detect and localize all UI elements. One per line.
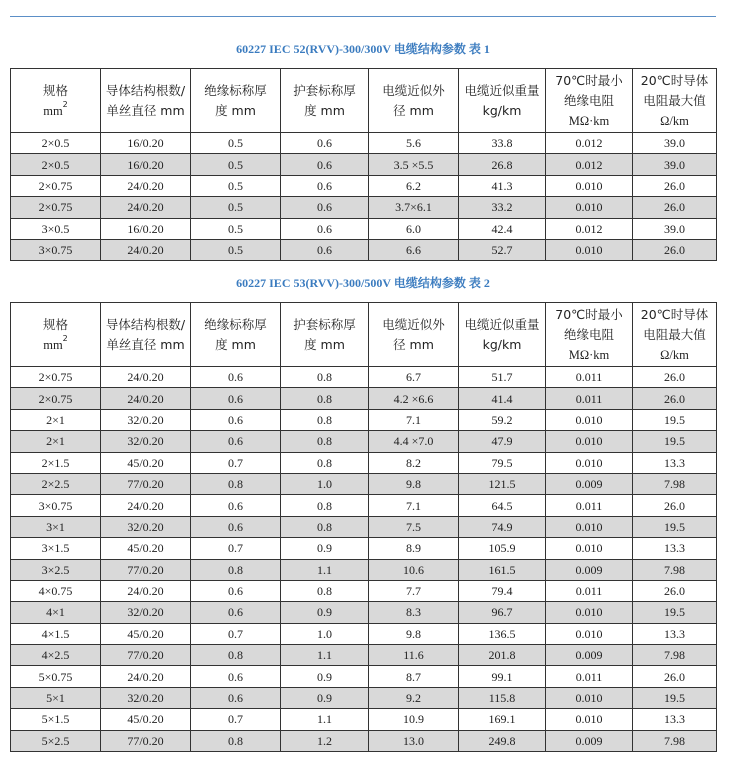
cell-conductor: 16/0.20 <box>101 133 191 154</box>
cell-insulation-resistance: 0.011 <box>546 580 633 601</box>
header-conductor-resistance: 20℃时导体 电阻最大值 Ω/km <box>633 69 717 133</box>
cell-insulation: 0.6 <box>191 602 281 623</box>
cell-conductor: 77/0.20 <box>101 559 191 580</box>
cell-conductor-resistance: 7.98 <box>633 473 717 494</box>
cell-weight: 59.2 <box>459 409 546 430</box>
table2-header-row <box>11 303 717 367</box>
cell-outer-diameter: 10.6 <box>369 559 459 580</box>
cell-insulation-resistance: 0.010 <box>546 687 633 708</box>
cell-weight: 161.5 <box>459 559 546 580</box>
cell-weight: 169.1 <box>459 709 546 730</box>
cell-insulation-resistance: 0.010 <box>546 197 633 218</box>
header-insulation: 绝缘标称厚度 mm <box>191 303 281 367</box>
cell-weight: 52.7 <box>459 239 546 260</box>
cell-weight: 201.8 <box>459 645 546 666</box>
cell-insulation: 0.5 <box>191 197 281 218</box>
cell-weight: 96.7 <box>459 602 546 623</box>
cell-outer-diameter: 10.9 <box>369 709 459 730</box>
cell-insulation-resistance: 0.012 <box>546 133 633 154</box>
cell-spec: 5×2.5 <box>11 730 101 751</box>
cell-outer-diameter: 9.8 <box>369 623 459 644</box>
cell-conductor-resistance: 19.5 <box>633 516 717 537</box>
cell-conductor-resistance: 7.98 <box>633 730 717 751</box>
cell-outer-diameter: 4.4 ×7.0 <box>369 431 459 452</box>
cell-conductor: 32/0.20 <box>101 687 191 708</box>
cell-outer-diameter: 8.7 <box>369 666 459 687</box>
cell-conductor: 45/0.20 <box>101 538 191 559</box>
cell-conductor-resistance: 19.5 <box>633 602 717 623</box>
cell-spec: 5×0.75 <box>11 666 101 687</box>
cell-spec: 2×0.75 <box>11 367 101 388</box>
cell-conductor: 24/0.20 <box>101 175 191 196</box>
cell-outer-diameter: 7.1 <box>369 409 459 430</box>
top-divider <box>10 16 716 17</box>
cell-insulation: 0.6 <box>191 580 281 601</box>
cell-sheath: 0.6 <box>281 197 369 218</box>
cell-insulation-resistance: 0.012 <box>546 218 633 239</box>
cell-insulation-resistance: 0.010 <box>546 239 633 260</box>
cell-sheath: 0.6 <box>281 239 369 260</box>
cell-conductor: 45/0.20 <box>101 623 191 644</box>
cell-spec: 2×0.5 <box>11 154 101 175</box>
cell-conductor: 24/0.20 <box>101 367 191 388</box>
table1 <box>10 68 717 261</box>
cell-conductor-resistance: 26.0 <box>633 495 717 516</box>
cell-spec: 2×2.5 <box>11 473 101 494</box>
cell-insulation: 0.7 <box>191 538 281 559</box>
header-insulation-resistance: 70℃时最小 绝缘电阻 MΩ·km <box>546 303 633 367</box>
cell-sheath: 1.2 <box>281 730 369 751</box>
cell-spec: 2×0.5 <box>11 133 101 154</box>
cell-conductor-resistance: 19.5 <box>633 431 717 452</box>
cell-weight: 26.8 <box>459 154 546 175</box>
table-row <box>11 388 717 409</box>
cell-conductor-resistance: 26.0 <box>633 197 717 218</box>
cell-insulation: 0.6 <box>191 495 281 516</box>
cell-sheath: 0.9 <box>281 538 369 559</box>
cell-conductor-resistance: 26.0 <box>633 175 717 196</box>
cell-sheath: 0.8 <box>281 516 369 537</box>
cell-conductor: 24/0.20 <box>101 580 191 601</box>
cell-insulation: 0.6 <box>191 409 281 430</box>
cell-outer-diameter: 3.5 ×5.5 <box>369 154 459 175</box>
cell-insulation: 0.6 <box>191 367 281 388</box>
cell-insulation: 0.8 <box>191 730 281 751</box>
cell-conductor-resistance: 26.0 <box>633 388 717 409</box>
cell-spec: 5×1 <box>11 687 101 708</box>
cell-conductor-resistance: 26.0 <box>633 239 717 260</box>
cell-conductor-resistance: 26.0 <box>633 666 717 687</box>
cell-outer-diameter: 8.3 <box>369 602 459 623</box>
cell-insulation-resistance: 0.010 <box>546 431 633 452</box>
cell-insulation-resistance: 0.010 <box>546 602 633 623</box>
cell-insulation-resistance: 0.009 <box>546 559 633 580</box>
table-row <box>11 538 717 559</box>
cell-outer-diameter: 11.6 <box>369 645 459 666</box>
cell-conductor-resistance: 39.0 <box>633 218 717 239</box>
cell-sheath: 0.9 <box>281 602 369 623</box>
cell-spec: 4×1 <box>11 602 101 623</box>
table-row <box>11 602 717 623</box>
cell-insulation-resistance: 0.009 <box>546 473 633 494</box>
cell-conductor: 24/0.20 <box>101 666 191 687</box>
cell-outer-diameter: 7.7 <box>369 580 459 601</box>
cell-spec: 4×0.75 <box>11 580 101 601</box>
cell-insulation: 0.7 <box>191 623 281 644</box>
cell-sheath: 1.1 <box>281 559 369 580</box>
table-row <box>11 431 717 452</box>
cell-conductor: 45/0.20 <box>101 709 191 730</box>
cell-insulation: 0.8 <box>191 559 281 580</box>
cell-insulation: 0.6 <box>191 666 281 687</box>
cell-sheath: 0.8 <box>281 431 369 452</box>
cell-insulation: 0.8 <box>191 645 281 666</box>
cell-weight: 136.5 <box>459 623 546 644</box>
cell-spec: 2×1 <box>11 409 101 430</box>
cell-conductor: 24/0.20 <box>101 239 191 260</box>
cell-insulation: 0.7 <box>191 452 281 473</box>
header-outer-diameter: 电缆近似外径 mm <box>369 303 459 367</box>
table-row <box>11 559 717 580</box>
cell-weight: 64.5 <box>459 495 546 516</box>
table-row <box>11 730 717 751</box>
table2 <box>10 302 717 752</box>
cell-insulation-resistance: 0.009 <box>546 645 633 666</box>
cell-conductor-resistance: 39.0 <box>633 154 717 175</box>
cell-weight: 79.4 <box>459 580 546 601</box>
table-row <box>11 367 717 388</box>
cell-insulation: 0.5 <box>191 239 281 260</box>
cell-weight: 41.3 <box>459 175 546 196</box>
cell-insulation-resistance: 0.010 <box>546 175 633 196</box>
cell-weight: 74.9 <box>459 516 546 537</box>
cell-weight: 42.4 <box>459 218 546 239</box>
cell-sheath: 0.8 <box>281 495 369 516</box>
header-weight: 电缆近似重量 kg/km <box>459 69 546 133</box>
cell-outer-diameter: 6.7 <box>369 367 459 388</box>
cell-conductor: 24/0.20 <box>101 495 191 516</box>
table-row <box>11 687 717 708</box>
header-weight: 电缆近似重量 kg/km <box>459 303 546 367</box>
header-conductor: 导体结构根数/单丝直径 mm <box>101 69 191 133</box>
table-row <box>11 580 717 601</box>
table-row <box>11 645 717 666</box>
cell-conductor: 45/0.20 <box>101 452 191 473</box>
cell-insulation: 0.5 <box>191 154 281 175</box>
cell-conductor-resistance: 13.3 <box>633 538 717 559</box>
cell-outer-diameter: 4.2 ×6.6 <box>369 388 459 409</box>
cell-sheath: 0.9 <box>281 687 369 708</box>
cell-weight: 121.5 <box>459 473 546 494</box>
cell-insulation-resistance: 0.011 <box>546 495 633 516</box>
cell-conductor: 32/0.20 <box>101 409 191 430</box>
cell-outer-diameter: 13.0 <box>369 730 459 751</box>
header-sheath: 护套标称厚度 mm <box>281 69 369 133</box>
cell-conductor-resistance: 13.3 <box>633 709 717 730</box>
cell-insulation: 0.8 <box>191 473 281 494</box>
cell-weight: 47.9 <box>459 431 546 452</box>
cell-conductor-resistance: 7.98 <box>633 645 717 666</box>
cell-insulation: 0.7 <box>191 709 281 730</box>
cell-weight: 249.8 <box>459 730 546 751</box>
cell-outer-diameter: 9.2 <box>369 687 459 708</box>
cell-conductor-resistance: 26.0 <box>633 367 717 388</box>
cell-sheath: 0.8 <box>281 388 369 409</box>
cell-weight: 51.7 <box>459 367 546 388</box>
cell-sheath: 1.1 <box>281 645 369 666</box>
cell-conductor-resistance: 19.5 <box>633 687 717 708</box>
cell-insulation-resistance: 0.010 <box>546 623 633 644</box>
cell-conductor: 77/0.20 <box>101 473 191 494</box>
cell-conductor: 77/0.20 <box>101 730 191 751</box>
cell-insulation-resistance: 0.010 <box>546 516 633 537</box>
cell-sheath: 1.0 <box>281 623 369 644</box>
cell-outer-diameter: 9.8 <box>369 473 459 494</box>
cell-sheath: 0.6 <box>281 154 369 175</box>
table-row <box>11 452 717 473</box>
header-insulation: 绝缘标称厚度 mm <box>191 69 281 133</box>
cell-sheath: 0.9 <box>281 666 369 687</box>
table-row <box>11 516 717 537</box>
cell-sheath: 0.8 <box>281 409 369 430</box>
cell-sheath: 0.8 <box>281 580 369 601</box>
cell-conductor: 16/0.20 <box>101 154 191 175</box>
cell-sheath: 0.6 <box>281 175 369 196</box>
cell-spec: 4×2.5 <box>11 645 101 666</box>
cell-spec: 2×1 <box>11 431 101 452</box>
cell-insulation-resistance: 0.010 <box>546 709 633 730</box>
cell-outer-diameter: 8.9 <box>369 538 459 559</box>
cell-outer-diameter: 8.2 <box>369 452 459 473</box>
cell-conductor-resistance: 7.98 <box>633 559 717 580</box>
header-conductor: 导体结构根数/单丝直径 mm <box>101 303 191 367</box>
table-row <box>11 666 717 687</box>
cell-weight: 33.2 <box>459 197 546 218</box>
table-row <box>11 218 717 239</box>
table-row <box>11 409 717 430</box>
cell-insulation: 0.5 <box>191 175 281 196</box>
cell-outer-diameter: 7.1 <box>369 495 459 516</box>
cell-weight: 99.1 <box>459 666 546 687</box>
cell-insulation-resistance: 0.011 <box>546 388 633 409</box>
cell-outer-diameter: 6.0 <box>369 218 459 239</box>
cell-spec: 3×1.5 <box>11 538 101 559</box>
cell-outer-diameter: 3.7×6.1 <box>369 197 459 218</box>
header-outer-diameter: 电缆近似外径 mm <box>369 69 459 133</box>
cell-weight: 115.8 <box>459 687 546 708</box>
header-spec: 规格 $mm^2$ <box>11 69 101 133</box>
cell-sheath: 0.8 <box>281 367 369 388</box>
cell-conductor: 32/0.20 <box>101 602 191 623</box>
cell-insulation-resistance: 0.010 <box>546 538 633 559</box>
cell-conductor-resistance: 13.3 <box>633 623 717 644</box>
table-row <box>11 709 717 730</box>
cell-insulation-resistance: 0.010 <box>546 409 633 430</box>
cell-conductor: 16/0.20 <box>101 218 191 239</box>
table1-header-row <box>11 69 717 133</box>
cell-spec: 3×2.5 <box>11 559 101 580</box>
cell-spec: 3×0.5 <box>11 218 101 239</box>
cell-insulation-resistance: 0.011 <box>546 666 633 687</box>
cell-spec: 3×0.75 <box>11 495 101 516</box>
table-row <box>11 495 717 516</box>
cell-spec: 2×0.75 <box>11 175 101 196</box>
cell-conductor-resistance: 26.0 <box>633 580 717 601</box>
cell-insulation: 0.6 <box>191 431 281 452</box>
header-sheath: 护套标称厚度 mm <box>281 303 369 367</box>
cell-insulation: 0.5 <box>191 218 281 239</box>
table-row <box>11 623 717 644</box>
cell-insulation-resistance: 0.009 <box>546 730 633 751</box>
header-spec: 规格 $mm^2$ <box>11 303 101 367</box>
cell-conductor-resistance: 19.5 <box>633 409 717 430</box>
cell-conductor: 77/0.20 <box>101 645 191 666</box>
cell-spec: 5×1.5 <box>11 709 101 730</box>
table-row <box>11 239 717 260</box>
cell-insulation-resistance: 0.011 <box>546 367 633 388</box>
cell-insulation: 0.5 <box>191 133 281 154</box>
table-row <box>11 473 717 494</box>
cell-sheath: 0.8 <box>281 452 369 473</box>
cell-outer-diameter: 5.6 <box>369 133 459 154</box>
cell-weight: 105.9 <box>459 538 546 559</box>
table-row <box>11 175 717 196</box>
cell-insulation-resistance: 0.010 <box>546 452 633 473</box>
cell-sheath: 1.1 <box>281 709 369 730</box>
cell-spec: 3×0.75 <box>11 239 101 260</box>
table2-caption: 60227 IEC 53(RVV)-300/500V 电缆结构参数 表 2 <box>236 276 490 290</box>
cell-conductor: 24/0.20 <box>101 388 191 409</box>
cell-insulation: 0.6 <box>191 516 281 537</box>
table-row <box>11 197 717 218</box>
cell-conductor-resistance: 13.3 <box>633 452 717 473</box>
cell-spec: 2×0.75 <box>11 388 101 409</box>
cell-outer-diameter: 6.2 <box>369 175 459 196</box>
cell-conductor: 24/0.20 <box>101 197 191 218</box>
cell-insulation-resistance: 0.012 <box>546 154 633 175</box>
cell-spec: 2×0.75 <box>11 197 101 218</box>
table-row <box>11 133 717 154</box>
table-row <box>11 154 717 175</box>
cell-outer-diameter: 7.5 <box>369 516 459 537</box>
cell-outer-diameter: 6.6 <box>369 239 459 260</box>
header-insulation-resistance: 70℃时最小 绝缘电阻 MΩ·km <box>546 69 633 133</box>
cell-conductor: 32/0.20 <box>101 516 191 537</box>
cell-insulation: 0.6 <box>191 687 281 708</box>
cell-spec: 2×1.5 <box>11 452 101 473</box>
cell-spec: 3×1 <box>11 516 101 537</box>
cell-sheath: 1.0 <box>281 473 369 494</box>
cell-insulation: 0.6 <box>191 388 281 409</box>
cell-weight: 79.5 <box>459 452 546 473</box>
cell-sheath: 0.6 <box>281 133 369 154</box>
cell-weight: 33.8 <box>459 133 546 154</box>
cell-weight: 41.4 <box>459 388 546 409</box>
table1-caption: 60227 IEC 52(RVV)-300/300V 电缆结构参数 表 1 <box>236 42 490 56</box>
cell-sheath: 0.6 <box>281 218 369 239</box>
header-conductor-resistance: 20℃时导体 电阻最大值 Ω/km <box>633 303 717 367</box>
cell-spec: 4×1.5 <box>11 623 101 644</box>
cell-conductor: 32/0.20 <box>101 431 191 452</box>
cell-conductor-resistance: 39.0 <box>633 133 717 154</box>
